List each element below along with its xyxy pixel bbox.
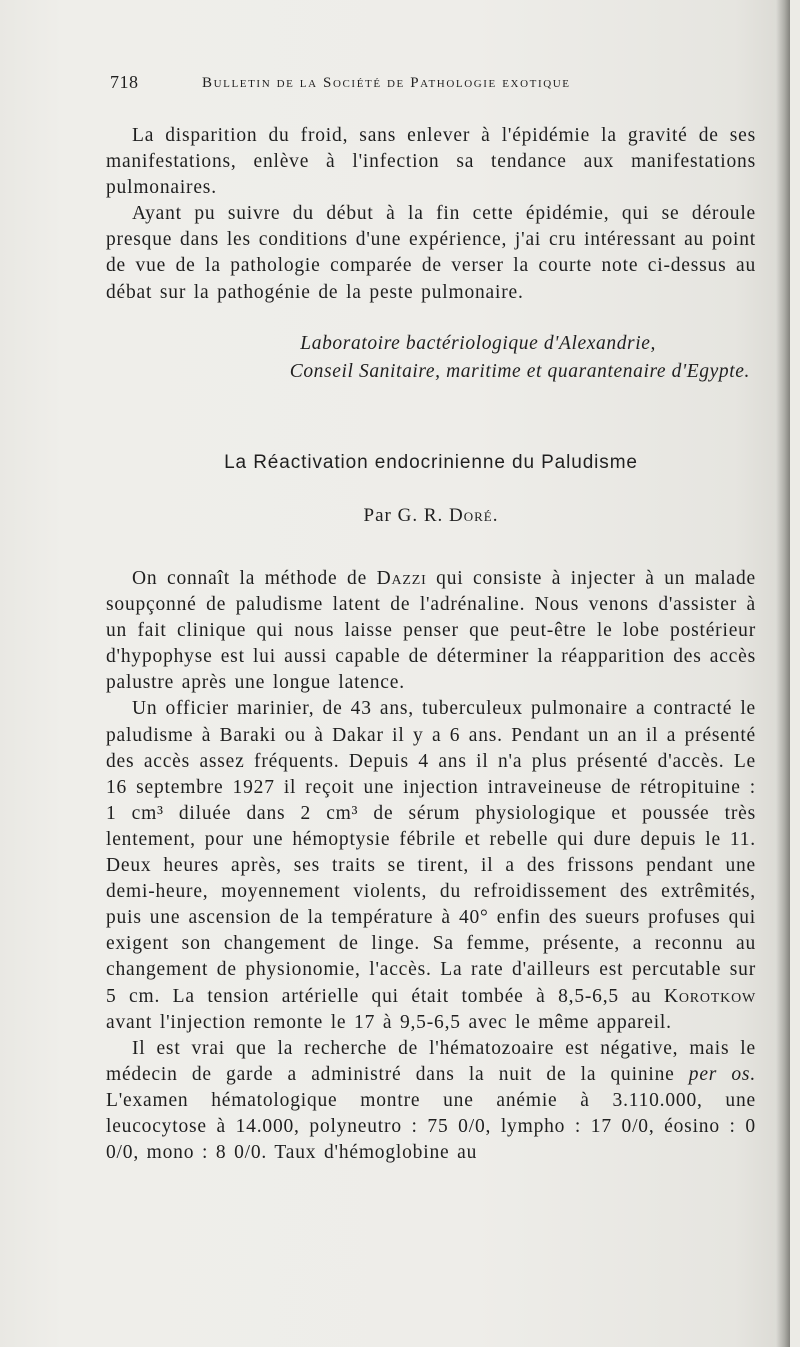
previous-article-text: [106, 123, 756, 306]
affiliation-line-2: Conseil Sanitaire, maritime et quarantenaire d'Egypte.: [289, 361, 750, 382]
previous-paragraph-1: La disparition du froid, sans enlever à l'épidémie la gravité de ses manifestations, enlève à l'infection sa tendance aux manifestations pulmonaires.: [106, 125, 756, 199]
p2-person-name: Korotkow: [663, 985, 756, 1007]
previous-paragraph-2: Ayant pu suivre du début à la fin cette épidémie, qui se déroule presque dans les conditions d'une expérience, j'ai cru intéressant au point de vue de la pathologie comparée de verser la courte note ci-dessus au débat sur la pathogénie de la peste pulmonaire.: [106, 203, 756, 303]
body-paragraph-3: [106, 1036, 756, 1166]
p3-text-start: Il est vrai que la recherche de l'hématozoaire est négative, mais le médecin de garde a administré dans la nuit de la quinine: [106, 1037, 756, 1085]
page-edge-shadow: [776, 0, 790, 1347]
author-name: Doré.: [449, 505, 499, 526]
affiliation: [106, 330, 756, 386]
body-paragraph-1: [106, 566, 756, 696]
affiliation-line-1: Laboratoire bactériologique d'Alexandrie,: [300, 333, 656, 354]
p3-italic-text: per os.: [688, 1063, 756, 1085]
body-paragraph-2: [106, 696, 756, 1035]
journal-title: Bulletin de la Société de Pathologie exotique: [202, 75, 571, 91]
byline: [106, 505, 756, 527]
p1-person-name: Dazzi: [376, 568, 427, 589]
running-head: [110, 72, 760, 100]
byline-prefix: Par G. R.: [363, 505, 449, 526]
p3-text-end: L'examen hématologique montre une anémie à 3.110.000, une leucocytose à 14.000, polyneutro : 75 0/0, lympho : 17 0/0, éosino : 0 0/0, mono : 8 0/0. Taux d'hémoglobine au: [106, 1089, 756, 1164]
article-title: La Réactivation endocrinienne du Paludisme: [224, 452, 638, 473]
p2-text-end: avant l'injection remonte le 17 à 9,5-6,5 avec le même appareil.: [106, 1011, 672, 1033]
page-number: 718: [110, 72, 139, 92]
article-body: [106, 566, 756, 1166]
p2-text-start: Un officier marinier, de 43 ans, tuberculeux pulmonaire a contracté le paludisme à Baraki ou à Dakar il y a 6 ans. Pendant un an il a présenté des accès assez fréquents. Depuis 4 ans il n'a plus présenté d'accès. Le 16 septembre 1927 il reçoit une injection intraveineuse de rétropituine : 1 cm³ diluée dans 2 cm³ de sérum physiologique et poussée très lentement, pour une hémoptysie fébrile et rebelle qui dure depuis le 11. Deux heures après, ses traits se tirent, il a des frissons pendant une demi-heure, moyennement violents, du refroidissement des extrêmités, puis une ascension de la température à 40° enfin des sueurs profuses qui exigent son changement de linge. Sa femme, présente, a reconnu au changement de physionomie, l'accès. La rate d'ailleurs est percutable sur 5 cm. La tension artérielle qui était tombée à 8,5-6,5 au: [106, 698, 756, 1007]
p1-text-start: On connaît la méthode de: [132, 568, 377, 589]
p1-text-end: qui consiste à injecter à un malade soupçonné de paludisme latent de l'adrénaline. Nous venons d'assister à un fait clinique qui nous laisse penser que peut-être le lobe postérieur d'hypophyse est lui aussi capable de déterminer la réapparition des accès palustre après une longue latence.: [106, 568, 756, 694]
